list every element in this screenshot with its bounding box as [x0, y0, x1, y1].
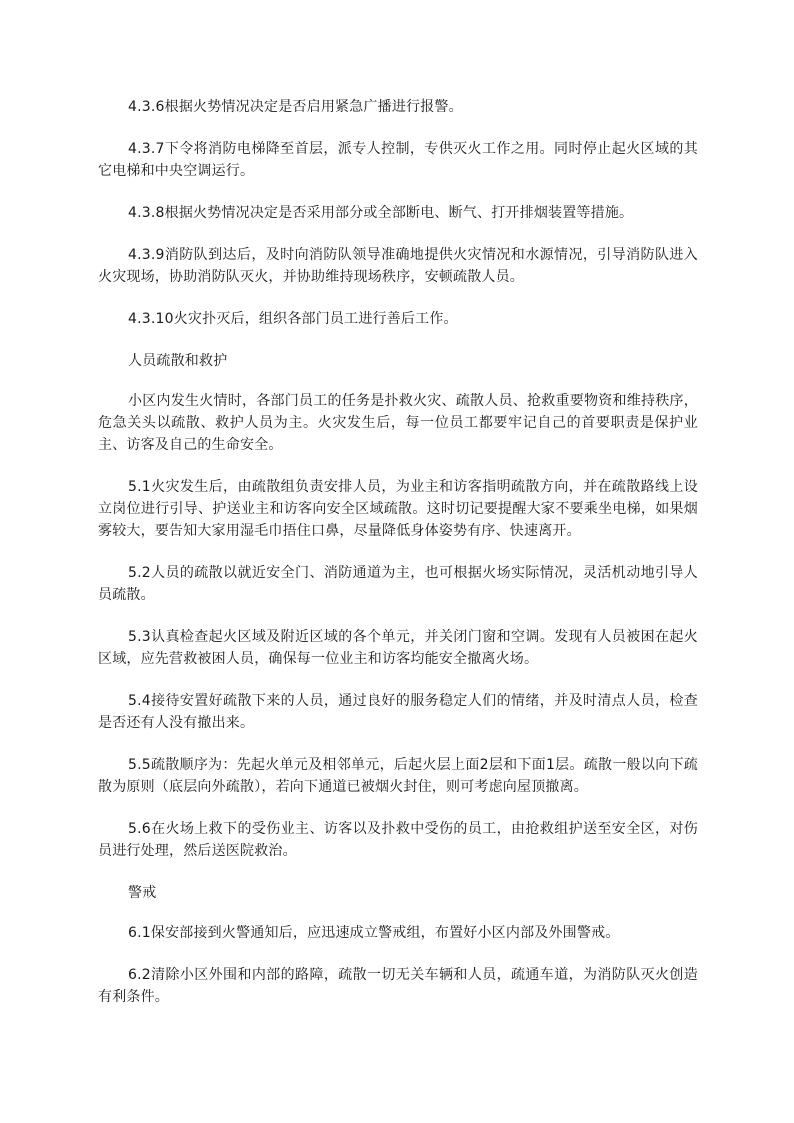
- paragraph-5-1: 5.1火灾发生后，由疏散组负责安排人员，为业主和访客指明疏散方向，并在疏散路线上设立岗位进行引导、护送业主和访客向安全区域疏散。这时切记要提醒大家不要乘坐电梯，如果烟雾较大，要告知大家用湿毛巾捂住口鼻，尽量降低身体姿势有序、快速离开。: [98, 479, 698, 539]
- section-heading-evacuation: 人员疏散和救护: [128, 353, 228, 369]
- document-body: [98, 96, 698, 1028]
- paragraph-4-3-9: 4.3.9消防队到达后，及时向消防队领导准确地提供火灾情况和水源情况，引导消防队进入火灾现场，协助消防队灭火，并协助维持现场秩序，安顿疏散人员。: [98, 247, 698, 285]
- paragraph-5-4: 5.4接待安置好疏散下来的人员，通过良好的服务稳定人们的情绪，并及时清点人员，检查是否还有人没有撤出来。: [98, 693, 698, 731]
- paragraph-evacuation-intro: 小区内发生火情时，各部门员工的任务是扑救火灾、疏散人员、抢救重要物资和维持秩序，危急关头以疏散、救护人员为主。火灾发生后，每一位员工都要牢记自己的首要职责是保护业主、访客及自己的生命安全。: [98, 393, 698, 453]
- paragraph-4-3-10: 4.3.10火灾扑灭后，组织各部门员工进行善后工作。: [128, 311, 458, 327]
- paragraph-5-5: 5.5疏散顺序为：先起火单元及相邻单元，后起火层上面2层和下面1层。疏散一般以向下疏散为原则（底层向外疏散），若向下通道已被烟火封住，则可考虑向屋顶撤离。: [98, 757, 698, 795]
- paragraph-4-3-7: 4.3.7下令将消防电梯降至首层，派专人控制，专供灭火工作之用。同时停止起火区域的其它电梯和中央空调运行。: [98, 141, 698, 179]
- paragraph-5-6: 5.6在火场上救下的受伤业主、访客以及扑救中受伤的员工，由抢救组护送至安全区，对伤员进行处理，然后送医院救治。: [98, 821, 698, 859]
- paragraph-4-3-6: 4.3.6根据火势情况决定是否启用紧急广播进行报警。: [128, 99, 463, 115]
- paragraph-5-3: 5.3认真检查起火区域及附近区域的各个单元，并关闭门窗和空调。发现有人员被困在起火区域，应先营救被困人员，确保每一位业主和访客均能安全撤离火场。: [98, 629, 698, 667]
- paragraph-5-2: 5.2人员的疏散以就近安全门、消防通道为主，也可根据火场实际情况，灵活机动地引导人员疏散。: [98, 565, 698, 603]
- paragraph-6-1: 6.1保安部接到火警通知后，应迅速成立警戒组，布置好小区内部及外围警戒。: [128, 925, 620, 941]
- paragraph-6-2: 6.2清除小区外围和内部的路障，疏散一切无关车辆和人员，疏通车道，为消防队灭火创造有利条件。: [98, 967, 698, 1005]
- paragraph-4-3-8: 4.3.8根据火势情况决定是否采用部分或全部断电、断气、打开排烟装置等措施。: [128, 205, 634, 221]
- section-heading-cordon: 警戒: [128, 885, 157, 901]
